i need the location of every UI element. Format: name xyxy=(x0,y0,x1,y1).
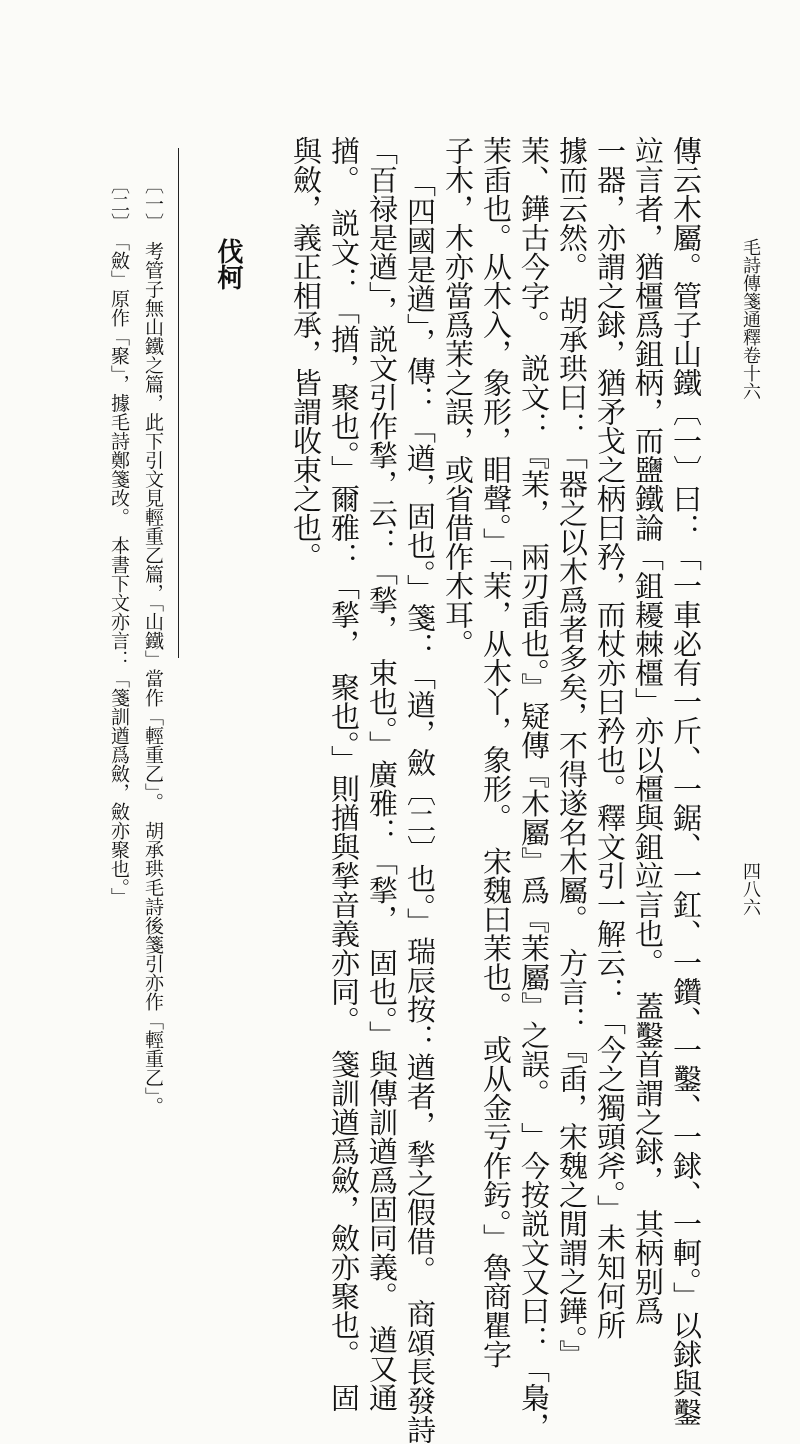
notes-separator xyxy=(178,148,179,658)
text-column-2: 竝言者，猶橿爲鉏柄，而鹽鐵論「鉏耰棘橿」亦以橿與鉏竝言也。 蓋鑿首謂之銶， 其柄别爲 xyxy=(631,136,665,1325)
text-column-5: 茉、鏵古今字。 説文：『茉， 兩刃臿也。』疑傳『木屬』爲『茉屬』之誤。 」今按説文又曰：「梟， xyxy=(517,136,551,1441)
footnote-2: 〔二〕 「斂」原作「聚」，據毛詩鄭箋改。 本書下文亦言：「箋訓遒爲斂，斂亦聚也。」 xyxy=(108,175,130,907)
text-column-6: 茉臿也。从木入，象形，䀠聲。」「茉，从木丫，象形。 宋魏曰茉也。 或从金亏作釫。」魯商瞿字 xyxy=(479,136,513,1369)
text-column-10: 揂。 説文：「揂，聚也。」爾雅：「揫， 聚也。」則揂與揫音義亦同。 箋訓遒爲斂，斂亦聚也。 固 xyxy=(327,136,361,1412)
text-column-3: 一器，亦謂之銶，猶矛戈之柄曰矜，而杖亦曰矜也。釋文引一解云：「今之獨頭斧。」未知何所 xyxy=(593,136,627,1340)
text-column-7: 子木，木亦當爲茉之誤，或省借作木耳。 xyxy=(441,136,475,658)
footnote-1: 〔一〕 考管子無山鐵之篇，此下引文見輕重乙篇，「山鐵」當作「輕重乙」。 胡承珙毛詩後箋引亦作「輕重乙」。 xyxy=(142,175,164,1116)
text-column-11: 與斂，義正相承，皆謂收束之也。 xyxy=(289,136,323,571)
text-column-4: 據而云然。 胡承珙曰：「器之以木爲者多矣，不得遂名木屬。 方言：『臿，宋魏之閒謂之鏵。』 xyxy=(555,136,589,1369)
section-heading: 伐柯 xyxy=(213,238,243,290)
running-title: 毛詩傳箋通釋卷十六 xyxy=(740,238,761,400)
text-column-9: 「百禄是遒」，説文引作揫，云：「揫， 束也。」廣雅：「揫， 固也。」與傳訓遒爲固同義。 遒又通 xyxy=(365,136,399,1412)
text-column-1: 傳云木屬。管子山鐵〔一〕曰：「一車必有一斤、一鋸、一釭、一鑽、一鑿、一銶、一軻。」以銶與鑿 xyxy=(669,136,703,1427)
page-number: 四八六 xyxy=(740,862,761,916)
text-column-8: 「四國是遒」，傳：「遒，固也。」箋：「遒，斂〔二〕也。」瑞辰按：遒者，揫之假借。 商頌長發詩 xyxy=(403,168,437,1444)
